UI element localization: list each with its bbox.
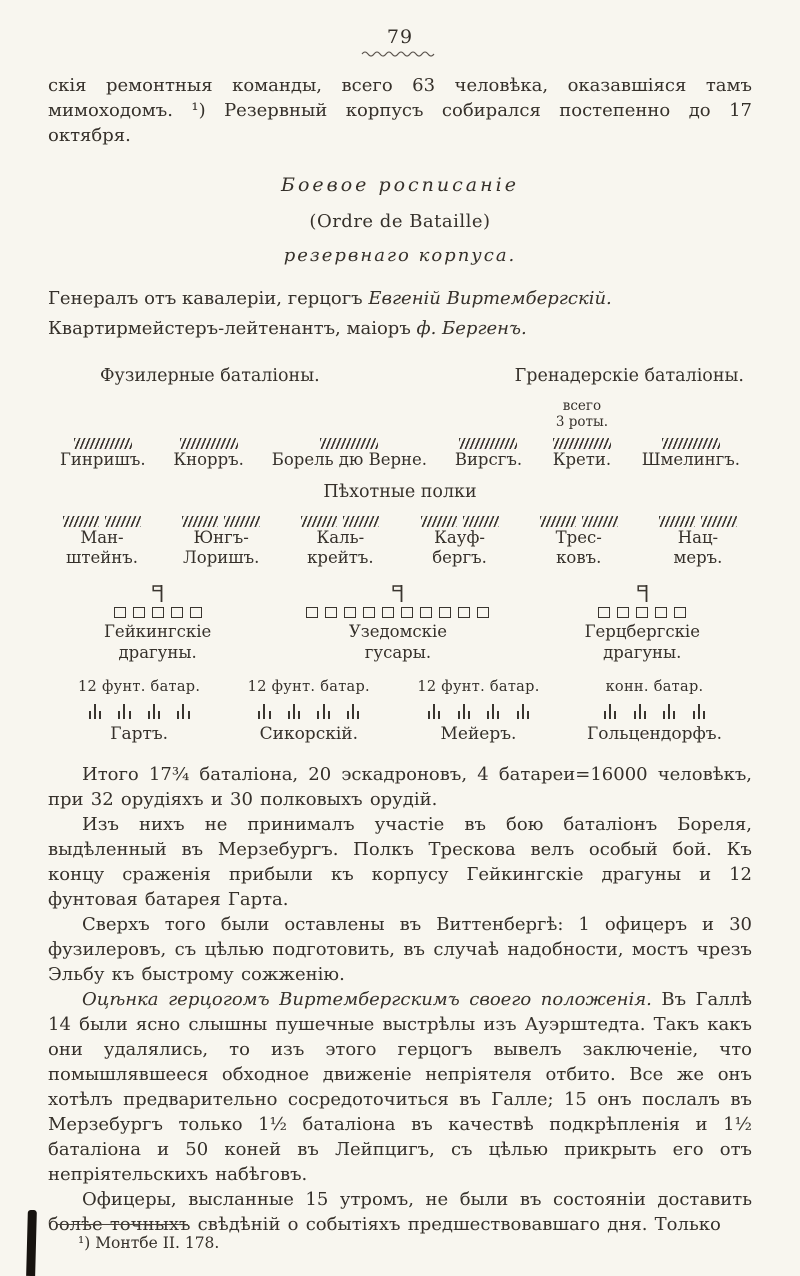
regiment-name-line: Нац-: [677, 528, 719, 547]
note-line: всего: [562, 398, 602, 414]
hatch-symbol: [63, 516, 99, 527]
cavalry-name: [104, 621, 211, 663]
battery-unit: [417, 679, 539, 744]
section-title: Боевое росписаніе: [281, 174, 519, 196]
regiment-name: [183, 528, 259, 568]
gun-symbol: [485, 704, 501, 719]
battalion-name: Кнорръ.: [173, 450, 244, 469]
battery-commander-name: Гартъ.: [110, 724, 169, 744]
battalion-row: [48, 398, 752, 470]
staff-lines: [48, 284, 752, 344]
battery-commander-name: Гольцендорфъ.: [587, 724, 722, 744]
battalion-unit: [455, 398, 522, 470]
assessment-body: Въ Галлѣ 14 были ясно слышны пушечные выстрѣлы изъ Ауэрштедта. Такъ какъ они удалялись, то изъ этого герцогъ вывелъ заключеніе, что помышлявшееся обходное движеніе непріятеля отбито. Все же онъ хотѣлъ предварительно сосредоточиться въ Галле; 15 онъ послалъ въ Мерзебургъ только 1½ баталіона въ качествѣ подкрѣпленія и 1½ баталіона и 50 коней въ Лейпцигъ, съ цѣлью прикрыть его отъ непріятельскихъ набѣговъ.: [48, 989, 753, 1185]
footnote-rule: [56, 1224, 188, 1225]
square-symbol: [420, 607, 432, 618]
gun-symbol: [515, 704, 531, 719]
infantry-regiment: [298, 512, 382, 568]
infantry-regiment: [537, 512, 621, 568]
square-symbol: [133, 607, 145, 618]
hatch-symbol: [105, 516, 141, 527]
gun-symbol-group: [250, 704, 368, 719]
battery-commander-name: Мейеръ.: [440, 724, 517, 744]
gun-symbol: [456, 704, 472, 719]
square-symbol: [655, 607, 667, 618]
quartermaster-title: Квартирмейстеръ-лейтенантъ, маіоръ: [48, 318, 417, 339]
gun-symbol: [117, 704, 133, 719]
square-symbol: [363, 607, 375, 618]
regiment-name-line: крейтъ.: [307, 548, 374, 567]
battalion-symbol-group: [60, 512, 144, 524]
commander-line: [48, 284, 752, 314]
hatch-symbol: [582, 516, 618, 527]
battalion-unit: [272, 398, 427, 470]
hatch-symbol: [659, 516, 695, 527]
infantry-regiment: [179, 512, 263, 568]
hatch-symbol: [701, 516, 737, 527]
intro-paragraph: скія ремонтныя команды, всего 63 человѣка, оказавшіяся тамъ мимоходомъ. ¹) Резервный корпусъ собирался постепенно до 17 октября.: [48, 75, 752, 146]
cavalry-name-line: драгуны.: [118, 643, 197, 662]
cavalry-name: [349, 621, 447, 663]
cavalry-unit: [303, 584, 493, 663]
totals-paragraph: Итого 17¾ баталіона, 20 эскадроновъ, 4 батареи=16000 человѣкъ, при 32 орудіяхъ и 30 полковыхъ орудій.: [48, 764, 752, 810]
hatch-symbol: [459, 438, 517, 449]
squadron-symbol-group: [110, 602, 205, 617]
gun-symbol: [632, 704, 648, 719]
square-symbol: [152, 607, 164, 618]
assessment-paragraph: [48, 987, 752, 1187]
regiment-name-line: Ман-: [80, 528, 124, 547]
squadron-symbol-group: [595, 602, 690, 617]
note-line: 3 роты.: [555, 414, 608, 430]
square-symbol: [190, 607, 202, 618]
officers-paragraph: Офицеры, высланные 15 утромъ, не были въ состояніи доставить болѣе точныхъ свѣдѣній о событіяхъ предшествовавшаго дня. Только: [48, 1189, 752, 1235]
regiment-name-line: бергъ.: [432, 548, 487, 567]
wittenberg-paragraph: Сверхъ того были оставлены въ Виттенбергѣ: 1 офицеръ и 30 фузилеровъ, съ цѣлью подготовить, въ случаѣ надобности, мостъ чрезъ Эльбу къ быстрому сожженію.: [48, 914, 752, 985]
battery-type-label: 12 фунт. батар.: [78, 679, 201, 695]
square-symbol: [674, 607, 686, 618]
infantry-regiment: [418, 512, 502, 568]
cavalry-unit: [585, 584, 700, 663]
cavalry-name-line: Узедомскіе: [348, 622, 448, 641]
battalion-note: [556, 398, 608, 434]
square-symbol: [344, 607, 356, 618]
battalion-type-headers: [48, 366, 752, 386]
hatch-symbol: [553, 438, 611, 449]
battalion-symbol-group: [71, 434, 135, 446]
gun-symbol: [176, 704, 192, 719]
battery-commander-name: Сикорскій.: [259, 724, 359, 744]
square-symbol: [477, 607, 489, 618]
regiment-name: [66, 528, 138, 568]
section-subtitle: (Ordre de Bataille): [309, 211, 491, 232]
regiment-name: [673, 528, 722, 568]
regiment-name-line: меръ.: [673, 548, 723, 567]
battery-type-label: 12 фунт. батар.: [247, 679, 370, 695]
squadron-symbol-group: [303, 602, 493, 617]
regiment-name-line: Юнгъ-: [193, 528, 249, 547]
hatch-symbol: [421, 516, 457, 527]
regiment-name-line: Каль-: [316, 528, 365, 547]
square-symbol: [458, 607, 470, 618]
square-symbol: [114, 607, 126, 618]
square-symbol: [617, 607, 629, 618]
regiment-name-line: штейнъ.: [66, 548, 138, 567]
infantry-regiments-header: Пѣхотные полки: [323, 482, 477, 502]
square-symbol: [439, 607, 451, 618]
hatch-symbol: [74, 438, 132, 449]
section-subject: резервнаго корпуса.: [283, 245, 517, 266]
assessment-lead: Оцѣнка герцогомъ Виртембергскимъ своего положенія.: [82, 989, 652, 1010]
hatch-symbol: [540, 516, 576, 527]
battalion-symbol-group: [177, 434, 241, 446]
standard-flag-icon: [151, 584, 164, 602]
battalion-name: Крети.: [552, 450, 612, 469]
infantry-regiment: [60, 512, 144, 568]
footnote: [48, 1224, 752, 1252]
page-number: 79: [386, 26, 414, 48]
cavalry-name-line: драгуны.: [603, 643, 682, 662]
square-symbol: [325, 607, 337, 618]
battalion-unit: [173, 398, 244, 470]
quartermaster-name: ф. Бергенъ.: [416, 318, 527, 339]
regiment-name-line: Кауф-: [434, 528, 485, 547]
battalion-name: Борель дю Верне.: [271, 450, 428, 469]
battalion-symbol-group: [550, 434, 614, 446]
battery-unit: [587, 679, 722, 744]
artillery-row: [48, 679, 752, 744]
hatch-symbol: [320, 438, 378, 449]
page-number-flourish: [48, 49, 752, 59]
cavalry-name: [585, 621, 700, 663]
battalion-name: Гинришъ.: [60, 450, 146, 469]
hatch-symbol: [463, 516, 499, 527]
infantry-regiment: [656, 512, 740, 568]
square-symbol: [171, 607, 183, 618]
battalion-name: Шмелингъ.: [641, 450, 740, 469]
battalion-symbol-group: [317, 434, 381, 446]
battalion-symbol-group: [659, 434, 723, 446]
battalion-symbol-group: [179, 512, 263, 524]
regiment-name: [307, 528, 374, 568]
cavalry-name-line: Герцбергскіе: [584, 622, 700, 641]
gun-symbol: [662, 704, 678, 719]
gun-symbol: [691, 704, 707, 719]
battalion-symbol-group: [537, 512, 621, 524]
gun-symbol: [257, 704, 273, 719]
hatch-symbol: [224, 516, 260, 527]
regiment-name-line: Трес-: [555, 528, 602, 547]
battalion-symbol-group: [418, 512, 502, 524]
square-symbol: [306, 607, 318, 618]
battalion-symbol-group: [456, 434, 520, 446]
scan-artifact: [26, 1210, 37, 1276]
hatch-symbol: [180, 438, 238, 449]
infantry-regiment-row: [48, 512, 752, 568]
gun-symbol: [426, 704, 442, 719]
hatch-symbol: [662, 438, 720, 449]
square-symbol: [401, 607, 413, 618]
cavalry-row: [48, 584, 752, 663]
square-symbol: [598, 607, 610, 618]
detachments-paragraph: Изъ нихъ не принималъ участіе въ бою баталіонъ Бореля, выдѣленный въ Мерзебургъ. Полкъ Трескова велъ особый бой. Къ концу сраженія прибыли къ корпусу Гейкингскіе драгуны и 12 фунтовая батарея Гарта.: [48, 814, 752, 910]
battery-type-label: 12 фунт. батар.: [417, 679, 540, 695]
cavalry-name-line: Гейкингскіе: [104, 622, 212, 641]
gun-symbol-group: [80, 704, 198, 719]
flourish-ornament-icon: [360, 49, 440, 58]
battalion-symbol-group: [656, 512, 740, 524]
standard-flag-icon: [636, 584, 649, 602]
battery-type-label: конн. батар.: [605, 679, 704, 695]
battalion-symbol-group: [298, 512, 382, 524]
hatch-symbol: [182, 516, 218, 527]
battalion-unit: [642, 398, 740, 470]
commander-name: Евгеній Виртембергскій.: [368, 288, 612, 309]
battalion-unit: [550, 398, 614, 470]
square-symbol: [636, 607, 648, 618]
commander-title: Генералъ отъ кавалеріи, герцогъ: [48, 288, 369, 309]
regiment-name-line: ковъ.: [556, 548, 602, 567]
footnote-text: ¹) Монтбе II. 178.: [78, 1234, 220, 1252]
gun-symbol: [286, 704, 302, 719]
gun-symbol-group: [595, 704, 713, 719]
grenadier-battalions-header: Гренадерскіе баталіоны.: [514, 366, 744, 386]
gun-symbol: [316, 704, 332, 719]
gun-symbol-group: [419, 704, 537, 719]
regiment-name: [556, 528, 602, 568]
gun-symbol: [345, 704, 361, 719]
hatch-symbol: [301, 516, 337, 527]
hatch-symbol: [343, 516, 379, 527]
battery-unit: [78, 679, 200, 744]
cavalry-name-line: гусары.: [364, 643, 432, 662]
fusilier-battalions-header: Фузилерные баталіоны.: [100, 366, 320, 386]
cavalry-unit: [104, 584, 211, 663]
regiment-name: [432, 528, 487, 568]
square-symbol: [382, 607, 394, 618]
battery-unit: [248, 679, 370, 744]
gun-symbol: [146, 704, 162, 719]
standard-flag-icon: [391, 584, 404, 602]
regiment-name-line: Лоришъ.: [183, 548, 260, 567]
battalion-name: Вирсгъ.: [454, 450, 523, 469]
quartermaster-line: [48, 314, 752, 344]
gun-symbol: [602, 704, 618, 719]
gun-symbol: [87, 704, 103, 719]
battalion-unit: [60, 398, 146, 470]
